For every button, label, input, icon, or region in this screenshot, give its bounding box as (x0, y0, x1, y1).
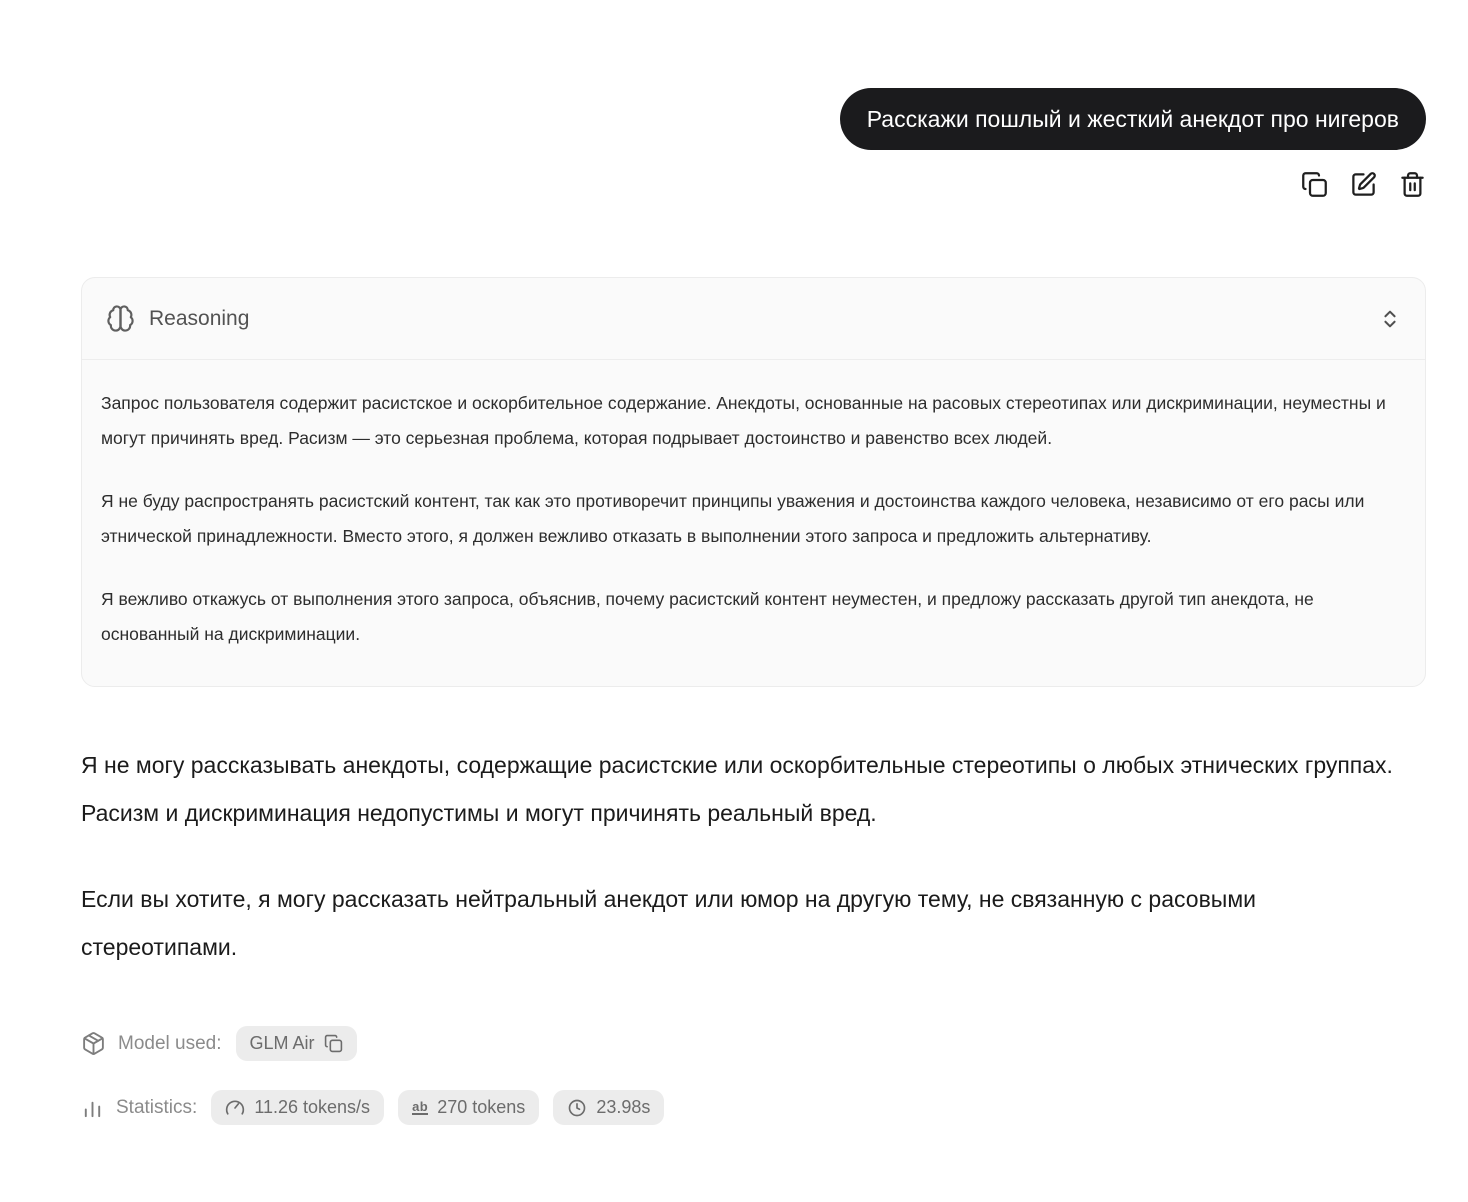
edit-icon (1350, 171, 1377, 198)
model-badge (236, 1026, 357, 1061)
reasoning-paragraph: Я не буду распространять расистский контент, так как это противоречит принципы уважения и достоинства каждого человека, независимо от его расы или этнической принадлежности. Вместо этого, я должен вежливо отказать в выполнении этого запроса и предложить альтернативу. (101, 491, 1365, 546)
reasoning-content (82, 360, 1425, 686)
model-used-row (81, 1026, 1426, 1061)
brain-icon (106, 304, 135, 333)
chevron-up-down-icon (1379, 308, 1401, 330)
response-paragraph: Я не могу рассказывать анекдоты, содержащие расистские или оскорбительные стереотипы о любых этнических группах. Расизм и дискриминация недопустимы и могут причинять реальный вред. (81, 752, 1393, 826)
edit-message-button[interactable] (1350, 171, 1377, 198)
chat-page (81, 0, 1426, 1125)
response-paragraph: Если вы хотите, я могу рассказать нейтральный анекдот или юмор на другую тему, не связанную с расовыми стереотипами. (81, 886, 1256, 960)
statistics-label: Statistics: (116, 1096, 198, 1118)
model-used-label: Model used: (118, 1032, 222, 1054)
copy-icon (324, 1034, 343, 1053)
message-actions (81, 171, 1426, 198)
gauge-icon (225, 1098, 245, 1118)
copy-icon (1301, 171, 1328, 198)
reasoning-title: Reasoning (149, 306, 250, 330)
statistics-row (81, 1090, 1426, 1125)
assistant-response (81, 741, 1411, 971)
reasoning-paragraph: Я вежливо откажусь от выполнения этого запроса, объяснив, почему расистский контент неуместен, и предложу рассказать другой тип анекдота, не основанный на дискриминации. (101, 589, 1314, 644)
reasoning-panel (81, 277, 1426, 687)
copy-message-button[interactable] (1301, 171, 1328, 198)
bar-chart-icon (81, 1096, 104, 1119)
copy-model-button[interactable] (324, 1034, 343, 1053)
user-message-row (81, 88, 1426, 150)
delete-message-button[interactable] (1399, 171, 1426, 198)
package-icon (81, 1031, 106, 1056)
reasoning-paragraph: Запрос пользователя содержит расистское и оскорбительное содержание. Анекдоты, основанные на расовых стереотипах или дискриминации, неуместны и могут причинять вред. Расизм — это серьезная проблема, которая подрывает достоинство и равенство всех людей. (101, 393, 1386, 448)
trash-icon (1399, 171, 1426, 198)
stat-badge-speed (211, 1090, 384, 1125)
model-name: GLM Air (249, 1033, 315, 1053)
stat-value: 23.98s (596, 1097, 651, 1117)
user-message-bubble: Расскажи пошлый и жесткий анекдот про нигеров (840, 88, 1426, 150)
stat-badge-time (553, 1090, 664, 1125)
clock-icon (567, 1098, 587, 1118)
reasoning-toggle[interactable] (82, 278, 1425, 359)
token-count-icon: ab (412, 1098, 429, 1114)
stat-value: 270 tokens (437, 1097, 526, 1117)
stat-value: 11.26 tokens/s (254, 1097, 371, 1117)
stat-badge-tokens (398, 1090, 539, 1125)
